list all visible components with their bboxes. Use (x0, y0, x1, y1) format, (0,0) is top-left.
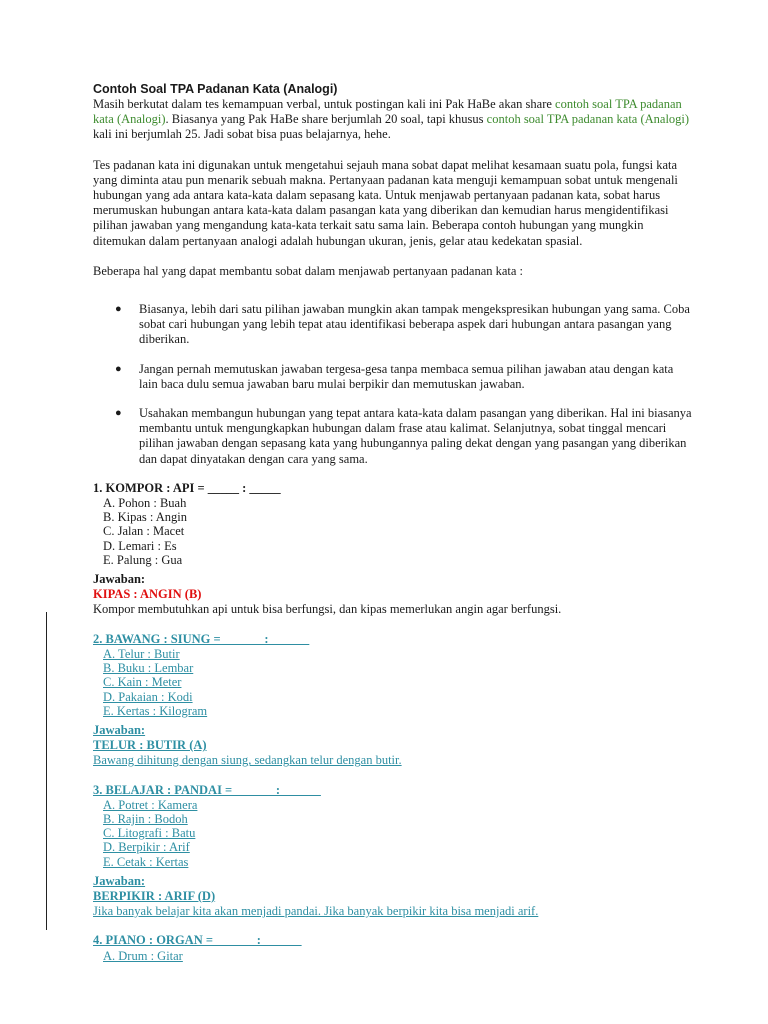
answer-explanation: Bawang dihitung dengan siung, sedangkan telur dengan butir. (93, 753, 402, 768)
option-item: E. Palung : Gua (103, 552, 183, 567)
answer-label: Jawaban: (93, 873, 146, 888)
answer-explanation: Kompor membutuhkan api untuk bisa berfungsi, dan kipas memerlukan angin agar berfungsi. (93, 602, 562, 617)
option-item: D. Pakaian : Kodi (103, 689, 193, 704)
option-item: D. Berpikir : Arif (103, 840, 190, 855)
intro-link-2[interactable]: contoh soal TPA padanan kata (Analogi) (486, 112, 690, 127)
option-item: E. Kertas : Kilogram (103, 703, 208, 718)
answer-text: BERPIKIR : ARIF (D) (93, 888, 216, 903)
tips-list-item: ● Biasanya, lebih dari satu pilihan jawaban mungkin akan tampak mengekspresikan hubungan yang sama. Coba sobat cari hubungan yang lebih tepat atau identifikasi beberapa aspek dari hubungan antara pasangan yang diberikan. (115, 302, 690, 347)
tips-list-item: ● Jangan pernah memutuskan jawaban tergesa-gesa tanpa membaca semua pilihan jawaban atau dengan kata lain baca dulu semua jawaban baru mulai berpikir dan memutuskan jawaban. (115, 361, 674, 391)
option-item: E. Cetak : Kertas (103, 854, 189, 869)
intro-text-2: . Biasanya yang Pak HaBe share berjumlah 20 soal, tapi khusus (165, 112, 487, 127)
question-title: 1. KOMPOR : API = _____ : _____ (93, 480, 281, 495)
option-item: C. Kain : Meter (103, 675, 182, 690)
answer-label: Jawaban: (93, 572, 146, 587)
answer-text: KIPAS : ANGIN (B) (93, 587, 202, 602)
option-item: A. Potret : Kamera (103, 797, 198, 812)
question-4 (93, 933, 693, 962)
option-item: A. Drum : Gitar (103, 948, 183, 963)
option-item: B. Buku : Lembar (103, 661, 194, 676)
options-list (93, 647, 693, 718)
option-item: D. Lemari : Es (103, 538, 177, 553)
option-item: B. Kipas : Angin (103, 510, 188, 525)
document-page (93, 82, 693, 963)
option-item: A. Pohon : Buah (103, 496, 187, 511)
tips-intro-paragraph: Beberapa hal yang dapat membantu sobat dalam menjawab pertanyaan padanan kata : (93, 263, 524, 278)
answer-label: Jawaban: (93, 722, 146, 737)
tips-list-item: ● Usahakan membangun hubungan yang tepat antara kata-kata dalam pasangan yang diberikan. Hal ini biasanya membantu untuk mengungkapkan hubungan dalam frase atau kalimat. Selanjutnya, sobat tinggal mencari pilihan jawaban dengan sepasang kata yang hubungannya paling dekat dengan yang pasangan yang diberikan dan dapat dinyatakan dengan cara yang sama. (115, 406, 692, 466)
bullet-icon: ● (115, 362, 122, 375)
answer-text: TELUR : BUTIR (A) (93, 738, 207, 753)
option-item: C. Jalan : Macet (103, 524, 185, 539)
question-title: 2. BAWANG : SIUNG = ______ : ______ (93, 631, 310, 646)
option-item: B. Rajin : Bodoh (103, 811, 188, 826)
page-title: Contoh Soal TPA Padanan Kata (Analogi) (93, 82, 338, 96)
bullet-icon: ● (115, 303, 122, 316)
question-2 (93, 632, 693, 769)
intro-link-1[interactable]: contoh soal TPA padanan kata (Analogi) (93, 97, 682, 127)
intro-text-1: Masih berkutat dalam tes kemampuan verbal, untuk postingan kali ini Pak HaBe akan share (93, 97, 556, 111)
intro-paragraph (93, 97, 693, 143)
question-1 (93, 481, 693, 618)
options-list (93, 798, 693, 869)
question-3 (93, 783, 693, 920)
bullet-icon: ● (115, 407, 122, 420)
description-paragraph: Tes padanan kata ini digunakan untuk mengetahui sejauh mana sobat dapat melihat kesamaan suatu pola, fungsi kata yang diminta atau pun menarik sebuah makna. Pertanyaan padanan kata menguji kemampuan sobat untuk mengenali hubungan yang ada antara kata-kata dalam sepasang kata. Untuk menjawab pertanyaan padanan kata, sobat harus merumuskan hubungan antara kata-kata dalam pasangan kata yang diberikan dan kemudian harus mengidentifikasi pilihan jawaban yang mengandung kata-kata terkait satu sama lain. Beberapa contoh hubungan yang mungkin ditemukan dalam pertanyaan analogi adalah hubungan ukuran, jenis, gelar atau kedekatan spasial. (93, 157, 678, 248)
tips-list (93, 302, 693, 467)
question-title: 3. BELAJAR : PANDAI = ______ : ______ (93, 782, 321, 797)
option-item: C. Litografi : Batu (103, 826, 196, 841)
question-title: 4. PIANO : ORGAN = ______ : ______ (93, 933, 302, 948)
options-list (93, 949, 693, 963)
options-list (93, 496, 693, 567)
change-bar (46, 612, 47, 930)
intro-text-3: kali ini berjumlah 25. Jadi sobat bisa puas belajarnya, hehe. (93, 127, 391, 142)
answer-explanation: Jika banyak belajar kita akan menjadi pandai. Jika banyak berpikir kita bisa menjadi arif. (93, 904, 539, 919)
option-item: A. Telur : Butir (103, 646, 180, 661)
